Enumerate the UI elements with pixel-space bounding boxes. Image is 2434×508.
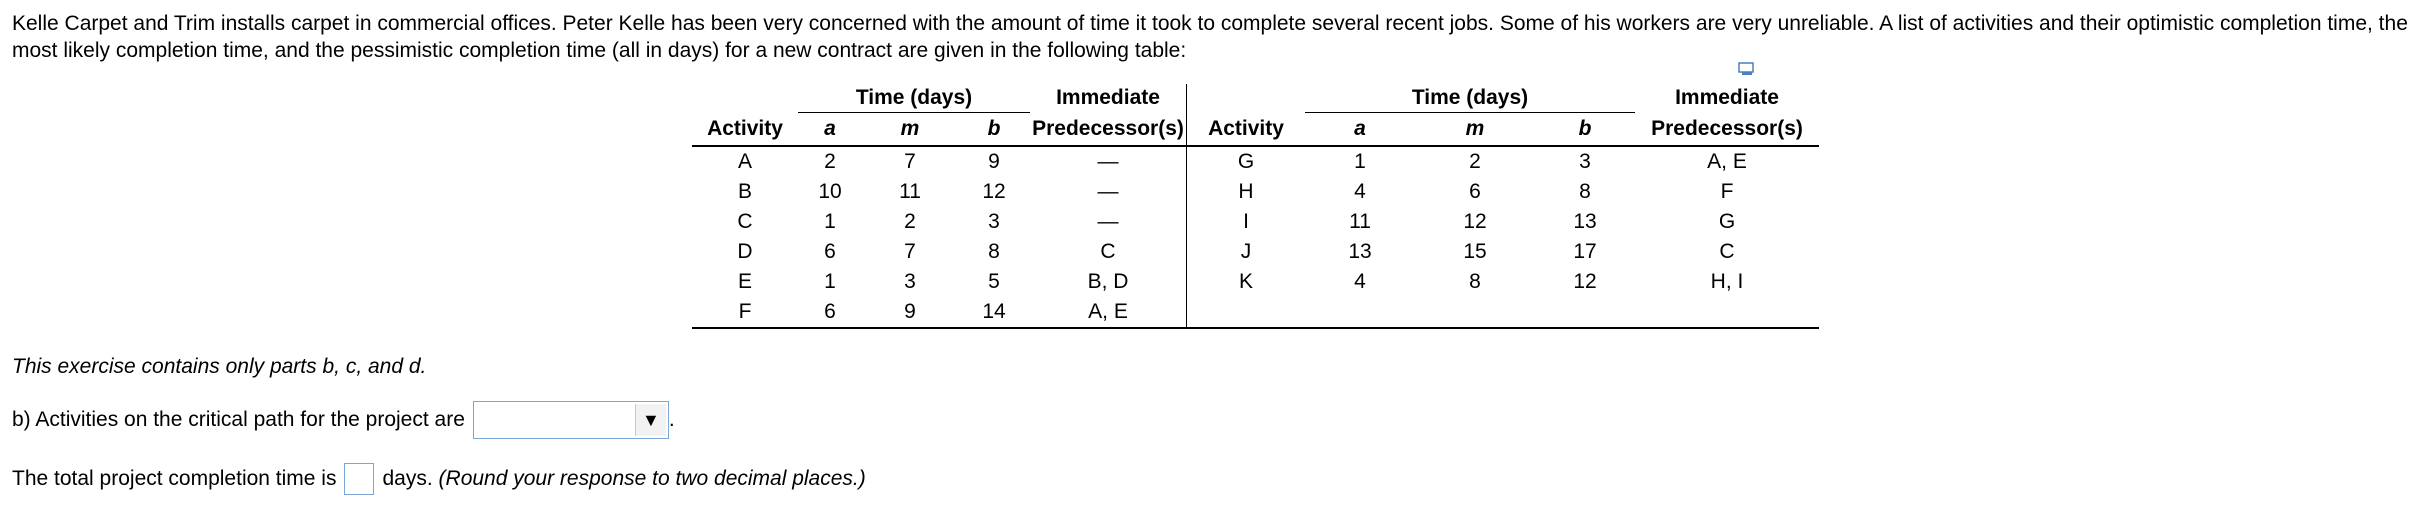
activity-table-container <box>692 84 1819 329</box>
b-cell: 12 <box>1573 270 1597 293</box>
a-cell: 6 <box>798 297 862 328</box>
header-spacer-2 <box>1187 84 1306 113</box>
b-cell: 5 <box>988 270 1000 293</box>
header-spacer <box>692 84 798 113</box>
table-row <box>692 207 1819 237</box>
a-cell: 11 <box>1349 210 1371 233</box>
total-time-input[interactable] <box>344 463 374 495</box>
a-cell: 1 <box>824 210 836 233</box>
problem-statement: Kelle Carpet and Trim installs carpet in commercial offices. Peter Kelle has been very concerned with the amount of time it took to complete several recent jobs. Some of his workers are very unreliable. A list of activities and their optimistic completion time, the most likely completion time, and the pessimistic completion time (all in days) for a new contract are given in the following table: <box>12 12 2408 62</box>
predecessor-cell: — <box>1030 177 1187 207</box>
predecessor-cell: C <box>1030 237 1187 267</box>
predecessor-cell: — <box>1030 146 1187 177</box>
b-cell: 8 <box>1579 180 1591 203</box>
b-cell: 12 <box>982 180 1006 203</box>
activity-table <box>692 84 1819 329</box>
activity-cell: A <box>737 150 752 173</box>
header-immediate: Immediate <box>1030 84 1187 113</box>
empty-cell <box>1635 297 1819 328</box>
b-cell: 14 <box>958 297 1030 328</box>
activity-cell: F <box>692 297 798 328</box>
exercise-note: This exercise contains only parts b, c, and d. <box>12 355 427 378</box>
predecessor-cell: A, E <box>1030 297 1187 328</box>
predecessor-cell: G <box>1718 210 1736 233</box>
predecessor-cell: B, D <box>1030 267 1187 297</box>
header-m: m <box>862 113 958 147</box>
predecessor-cell: F <box>1720 180 1734 203</box>
header-b-2: b <box>1535 113 1635 147</box>
a-cell: 2 <box>824 150 836 173</box>
m-cell: 3 <box>904 270 916 293</box>
a-cell: 10 <box>818 180 842 203</box>
total-time-label: The total project completion time is <box>12 467 337 490</box>
m-cell: 2 <box>904 210 916 233</box>
header-predecessors: Predecessor(s) <box>1030 113 1187 147</box>
empty-cell <box>1415 297 1535 328</box>
m-cell: 12 <box>1463 210 1487 233</box>
header-a: a <box>798 113 862 147</box>
m-cell: 8 <box>1469 270 1481 293</box>
dropdown-arrow-icon[interactable]: ▼ <box>635 404 666 436</box>
m-cell: 15 <box>1463 240 1487 263</box>
activity-cell: I <box>1243 210 1249 233</box>
part-b-label: b) Activities on the critical path for the project are <box>12 408 465 431</box>
activity-cell: K <box>1238 270 1253 293</box>
table-row <box>692 177 1819 207</box>
a-cell: 6 <box>824 240 836 263</box>
b-cell: 17 <box>1573 240 1597 263</box>
predecessor-cell: H, I <box>1710 270 1744 293</box>
part-b-period: . <box>668 408 675 431</box>
header-time-days-2: Time (days) <box>1305 84 1635 113</box>
header-time-days: Time (days) <box>798 84 1030 113</box>
header-m-2: m <box>1415 113 1535 147</box>
activity-cell: G <box>1237 150 1255 173</box>
activity-cell: C <box>737 210 753 233</box>
a-cell: 1 <box>824 270 836 293</box>
table-row <box>692 146 1819 177</box>
copy-table-icon[interactable] <box>1738 62 1756 76</box>
empty-cell <box>1187 297 1306 328</box>
empty-cell <box>1535 297 1635 328</box>
a-cell: 1 <box>1354 150 1366 173</box>
empty-cell <box>1305 297 1415 328</box>
activity-cell: B <box>737 180 752 203</box>
part-b-question <box>12 400 675 440</box>
activity-cell: D <box>737 240 753 263</box>
a-cell: 4 <box>1354 180 1366 203</box>
b-cell: 13 <box>1573 210 1597 233</box>
m-cell: 2 <box>1469 150 1481 173</box>
m-cell: 11 <box>899 180 921 203</box>
b-cell: 3 <box>988 210 1000 233</box>
header-b: b <box>958 113 1030 147</box>
predecessor-cell: — <box>1030 207 1187 237</box>
header-immediate-2: Immediate <box>1675 86 1779 110</box>
m-cell: 6 <box>1469 180 1481 203</box>
rounding-hint: (Round your response to two decimal places.) <box>438 467 866 490</box>
activity-cell: J <box>1240 240 1252 263</box>
b-cell: 3 <box>1579 150 1591 173</box>
b-cell: 8 <box>988 240 1000 263</box>
header-activity: Activity <box>692 113 798 147</box>
m-cell: 7 <box>904 240 916 263</box>
total-time-question <box>12 462 866 496</box>
critical-path-select[interactable] <box>473 401 669 439</box>
total-time-unit: days. <box>382 467 433 490</box>
activity-cell: H <box>1238 180 1254 203</box>
header-a-2: a <box>1305 113 1415 147</box>
m-cell: 9 <box>862 297 958 328</box>
a-cell: 13 <box>1348 240 1372 263</box>
activity-cell: E <box>737 270 752 293</box>
table-row <box>692 297 1819 328</box>
m-cell: 7 <box>904 150 916 173</box>
a-cell: 4 <box>1354 270 1366 293</box>
b-cell: 9 <box>988 150 1000 173</box>
table-row <box>692 237 1819 267</box>
predecessor-cell: C <box>1719 240 1735 263</box>
header-activity-2: Activity <box>1187 113 1306 147</box>
header-predecessors-2: Predecessor(s) <box>1635 113 1819 147</box>
table-row <box>692 267 1819 297</box>
predecessor-cell: A, E <box>1707 150 1747 173</box>
